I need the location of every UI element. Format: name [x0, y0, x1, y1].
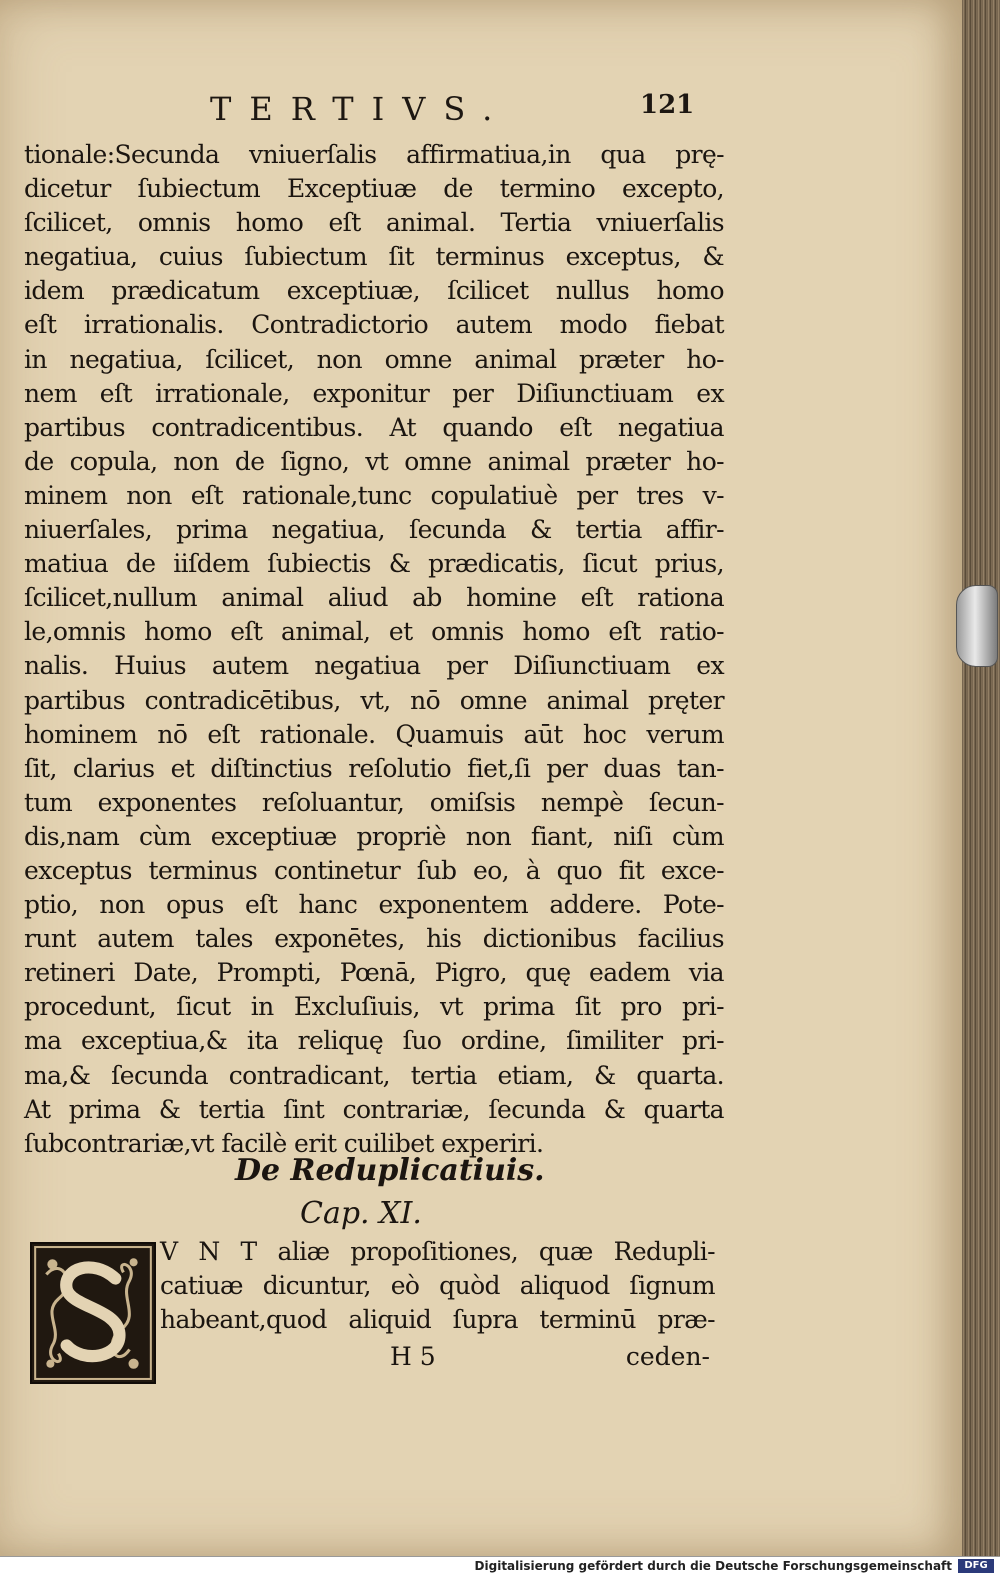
- signature-line: [390, 1342, 710, 1376]
- text-line: catiuæ dicuntur, eò quòd aliquod ſignum: [160, 1271, 715, 1301]
- book-clasp: [956, 585, 998, 667]
- text-line: partibus contradicentibus. At quando eſt negatiua: [24, 412, 724, 442]
- text-line: habeant,quod aliquid ſupra terminū præ-: [160, 1305, 715, 1335]
- text-line: ma exceptiua,& ita reliquę ſuo ordine, ſimiliter pri-: [24, 1026, 724, 1056]
- text-line: ſcilicet,nullum animal aliud ab homine eſt rationa: [24, 583, 724, 613]
- text-line: matiua de iiſdem ſubiectis & prædicatis, ſicut prius,: [24, 549, 724, 579]
- page-number: 121: [640, 90, 695, 120]
- text-line: ptio, non opus eſt hanc exponentem addere. Pote-: [24, 890, 724, 920]
- section-heading: De Reduplicatiuis.: [235, 1153, 545, 1188]
- footer-bar: [0, 1556, 1000, 1576]
- chapter-text: [160, 1235, 715, 1337]
- text-line: ſit, clarius et diſtinctius reſolutio fiet,ſi per duas tan-: [24, 753, 724, 783]
- text-line: At prima & tertia ſint contrariæ, ſecunda & quarta: [24, 1094, 724, 1124]
- text-line: nem eſt irrationale, exponitur per Diſiunctiuam ex: [24, 378, 724, 408]
- text-line: le,omnis homo eſt animal, et omnis homo eſt ratio-: [24, 617, 724, 647]
- chapter-heading: Cap. XI.: [300, 1196, 422, 1231]
- text-line: V N T aliæ propoſitiones, quæ Redupli-: [160, 1237, 715, 1266]
- text-line: hominem nō eſt rationale. Quamuis aūt hoc verum: [24, 719, 724, 749]
- text-line: ſcilicet, omnis homo eſt animal. Tertia vniuerſalis: [24, 208, 724, 238]
- text-line: tum exponentes reſoluantur, omiſsis nempè ſecun-: [24, 787, 724, 817]
- text-line: retineri Date, Prompti, Pœnā, Pigro, quę eadem via: [24, 958, 724, 988]
- text-line: ma,& ſecunda contradicant, tertia etiam, & quarta.: [24, 1060, 724, 1090]
- page-header: [210, 90, 695, 134]
- footer-credit: Digitalisierung gefördert durch die Deutsche Forschungsgemeinschaft: [474, 1559, 952, 1573]
- text-line: de copula, non de ſigno, vt omne animal præter ho-: [24, 446, 724, 476]
- running-head: TERTIVS.: [210, 90, 511, 128]
- text-line: procedunt, ſicut in Excluſiuis, vt prima ſit pro pri-: [24, 992, 724, 1022]
- text-line: dicetur ſubiectum Exceptiuæ de termino excepto,: [24, 174, 724, 204]
- body-text: [24, 138, 724, 1161]
- text-line: partibus contradicētibus, vt, nō omne animal pręter: [24, 685, 724, 715]
- text-line: in negatiua, ſcilicet, non omne animal præter ho-: [24, 344, 724, 374]
- text-line: negatiua, cuius ſubiectum ſit terminus exceptus, &: [24, 242, 724, 272]
- page-edges: [962, 0, 1000, 1556]
- decorated-initial: [30, 1242, 156, 1384]
- text-line: runt autem tales exponētes, his dictionibus facilius: [24, 924, 724, 954]
- text-line: dis,nam cùm exceptiuæ propriè non fiant, niſi cùm: [24, 821, 724, 851]
- text-line: exceptus terminus continetur ſub eo, à quo fit exce-: [24, 855, 724, 885]
- catchword: ceden-: [625, 1342, 710, 1371]
- text-line: idem prædicatum exceptiuæ, ſcilicet nullus homo: [24, 276, 724, 306]
- text-line: tionale:Secunda vniuerſalis affirmatiua,in qua prę-: [24, 140, 724, 169]
- text-line: minem non eſt rationale,tunc copulatiuè per tres v-: [24, 480, 724, 510]
- signature-mark: H 5: [390, 1342, 436, 1371]
- text-line: ſubcontrariæ,vt facilè erit cuilibet experiri.: [24, 1128, 544, 1158]
- dfg-logo: DFG: [958, 1559, 994, 1573]
- text-line: nalis. Huius autem negatiua per Diſiunctiuam ex: [24, 651, 724, 681]
- text-line: eſt irrationalis. Contradictorio autem modo fiebat: [24, 310, 724, 340]
- ornamental-initial-s-icon: [32, 1244, 154, 1382]
- text-line: niuerſales, prima negatiua, ſecunda & tertia affir-: [24, 515, 724, 545]
